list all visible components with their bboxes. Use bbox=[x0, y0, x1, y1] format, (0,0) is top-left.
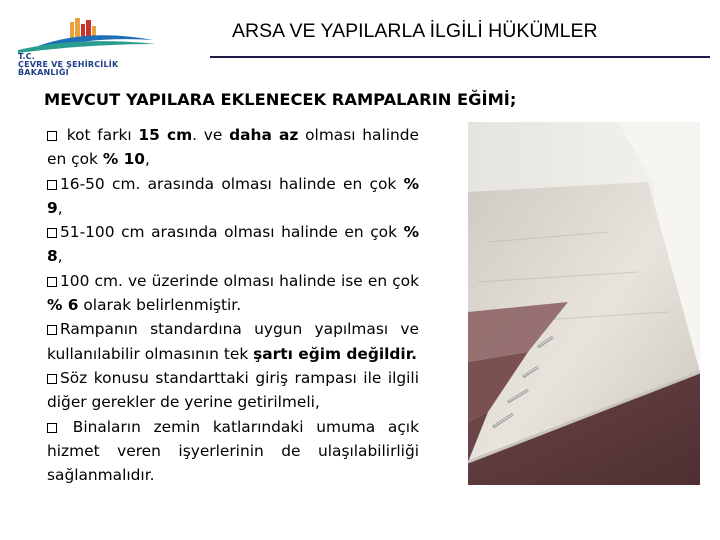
list-item: 16-50 cm. arasında olması halinde en çok % 9, bbox=[47, 174, 419, 217]
list-item: Söz konusu standarttaki giriş rampası ile ilgili diğer gerekler de yerine getirilmeli, bbox=[47, 368, 419, 412]
header-divider bbox=[210, 56, 710, 58]
ramp-photo bbox=[468, 122, 700, 485]
list-item: 51-100 cm arasında olması halinde en çok % 8, bbox=[47, 223, 419, 266]
list-item: Binaların zemin katlarındaki umuma açık hizmet veren işyerlerinin de ulaşılabilirliği sağlanmalıdır. bbox=[47, 417, 419, 485]
ministry-logo bbox=[8, 14, 158, 77]
list-item: Rampanın standardına uygun yapılması ve kullanılabilir olmasının tek şartı eğim değildir. bbox=[47, 320, 419, 363]
checkbox-bullet-icon bbox=[47, 277, 57, 287]
section-title: MEVCUT YAPILARA EKLENECEK RAMPALARIN EĞİMİ; bbox=[44, 90, 517, 109]
checkbox-bullet-icon bbox=[47, 374, 57, 384]
list-item: kot farkı 15 cm. ve daha az olması halinde en çok % 10, bbox=[47, 126, 419, 169]
bullet-list bbox=[47, 123, 419, 487]
list-item: 100 cm. ve üzerinde olması halinde ise en çok % 6 olarak belirlenmiştir. bbox=[47, 271, 419, 315]
page-title: ARSA VE YAPILARLA İLGİLİ HÜKÜMLER bbox=[232, 20, 598, 42]
checkbox-bullet-icon bbox=[47, 228, 57, 238]
logo-line-bakanlik: BAKANLIĞI bbox=[18, 68, 69, 77]
stair-ramp-illustration bbox=[468, 122, 700, 485]
checkbox-bullet-icon bbox=[47, 325, 57, 335]
logo-line-tc: T.C. bbox=[18, 52, 35, 61]
logo-line-ministry: ÇEVRE VE ŞEHİRCİLİK bbox=[18, 60, 119, 69]
checkbox-bullet-icon bbox=[47, 131, 57, 141]
skyline-logo-icon bbox=[8, 14, 158, 54]
checkbox-bullet-icon bbox=[47, 180, 57, 190]
checkbox-bullet-icon bbox=[47, 423, 57, 433]
